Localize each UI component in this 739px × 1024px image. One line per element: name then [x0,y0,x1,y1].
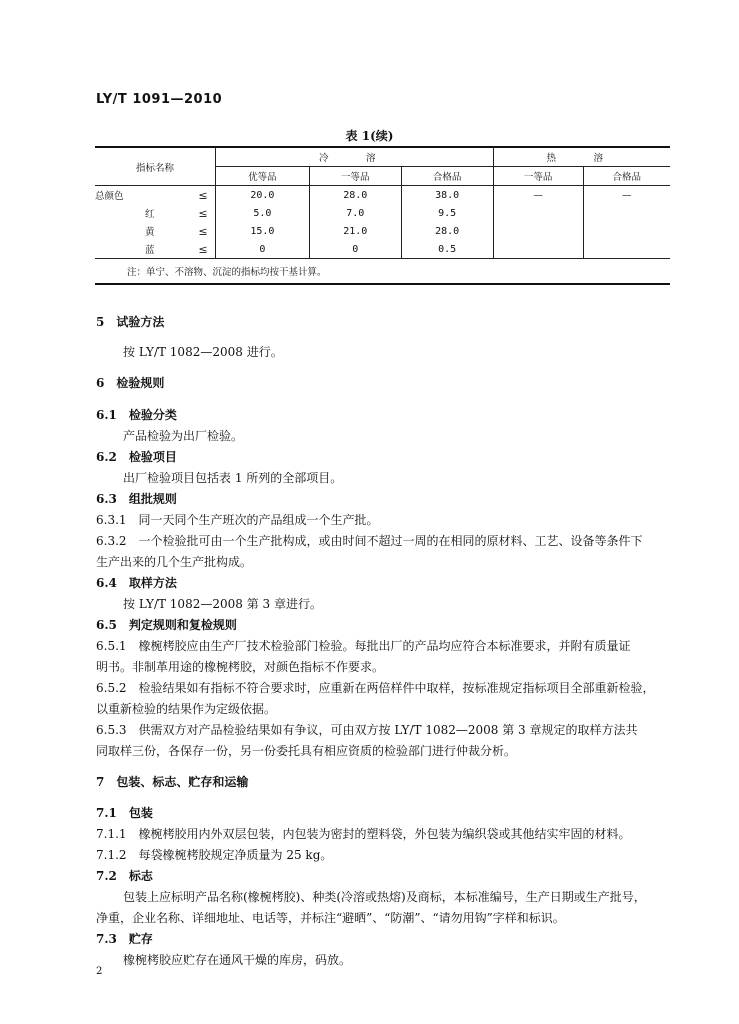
section-6-4-title: 6.4 取样方法 [96,576,177,590]
table-row: 总颜色 ≤ 20.0 28.0 38.0 — — [95,186,670,205]
section-6-5-title: 6.5 判定规则和复检规则 [96,618,237,632]
clause-7-1-2: 7.1.2 每袋橡椀栲胶规定净质量为 25 kg。 [96,848,333,862]
table-row: 黄 ≤ 15.0 21.0 28.0 [95,222,670,240]
clause-7-1-1: 7.1.1 橡椀栲胶用内外双层包装，内包装为密封的塑料袋，外包装为编织袋或其他结实牢固的材料。 [96,827,631,841]
section-7-2-line2: 净重，企业名称、详细地址、电话等，并标注“避晒”、“防潮”、“请勿用钩”字样和标识。 [96,911,565,925]
table-row: 蓝 ≤ 0 0 0.5 [95,240,670,259]
standard-header: LY/T 1091—2010 [96,92,223,107]
section-7-1-title: 7.1 包装 [96,806,153,820]
clause-6-5-1-line1: 6.5.1 橡椀栲胶应由生产厂技术检验部门检验。每批出厂的产品均应符合本标准要求，并附有质量证 [96,639,631,653]
section-7-3-title: 7.3 贮存 [96,932,153,946]
section-6-3-title: 6.3 组批规则 [96,492,177,506]
section-5-title: 5 试验方法 [96,315,165,329]
section-6-1-text: 产品检验为出厂检验。 [123,429,244,443]
section-7-2-title: 7.2 标志 [96,869,153,883]
table-caption: 表 1(续) [345,129,394,143]
header-qualified-grade: 合格品 [401,167,493,186]
header-hot-qualified-grade: 合格品 [583,167,670,186]
section-7-3-text: 橡椀栲胶应贮存在通风干燥的库房，码放。 [123,953,352,967]
section-7-2-line1: 包装上应标明产品名称(橡椀栲胶)、种类(冷溶或热熔)及商标，本标准编号，生产日期或生产批号， [123,890,646,904]
header-hot-first-grade: 一等品 [493,167,583,186]
table-note: 注：单宁、不溶物、沉淀的指标均按干基计算。 [95,259,670,285]
section-6-1-title: 6.1 检验分类 [96,408,177,422]
clause-6-5-1-line2: 明书。非制革用途的橡椀栲胶，对颜色指标不作要求。 [96,660,385,674]
section-5-text: 按 LY/T 1082—2008 进行。 [123,345,283,359]
clause-6-5-2-line2: 以重新检验的结果作为定级依据。 [96,702,277,716]
header-cold-soluble: 冷 溶 [215,147,493,167]
header-superior-grade: 优等品 [215,167,309,186]
clause-6-3-2-line2: 生产出来的几个生产批构成。 [96,555,253,569]
page-number: 2 [96,966,103,977]
header-hot-soluble: 热 溶 [493,147,670,167]
header-first-grade: 一等品 [309,167,401,186]
clause-6-3-1: 6.3.1 同一天同个生产班次的产品组成一个生产批。 [96,513,379,527]
clause-6-5-2-line1: 6.5.2 检验结果如有指标不符合要求时，应重新在两倍样件中取样，按标准规定指标项目全部重新检验， [96,681,655,695]
section-6-4-text: 按 LY/T 1082—2008 第 3 章进行。 [123,597,322,611]
clause-6-5-3-line2: 同取样三份，各保存一份，另一份委托具有相应资质的检验部门进行仲裁分析。 [96,744,517,758]
section-6-2-text: 出厂检验项目包括表 1 所列的全部项目。 [123,471,343,485]
section-6-title: 6 检验规则 [96,376,165,390]
clause-6-5-3-line1: 6.5.3 供需双方对产品检验结果如有争议，可由双方按 LY/T 1082—2008 第 3 章规定的取样方法共 [96,723,638,737]
header-indicator-name: 指标名称 [95,147,215,186]
clause-6-3-2-line1: 6.3.2 一个检验批可由一个生产批构成，或由时间不超过一周的在相同的原材料、工艺、设备等条件下 [96,534,643,548]
section-7-title: 7 包装、标志、贮存和运输 [96,775,249,789]
section-6-2-title: 6.2 检验项目 [96,450,177,464]
table-row: 红 ≤ 5.0 7.0 9.5 [95,204,670,222]
spec-table [95,146,670,285]
